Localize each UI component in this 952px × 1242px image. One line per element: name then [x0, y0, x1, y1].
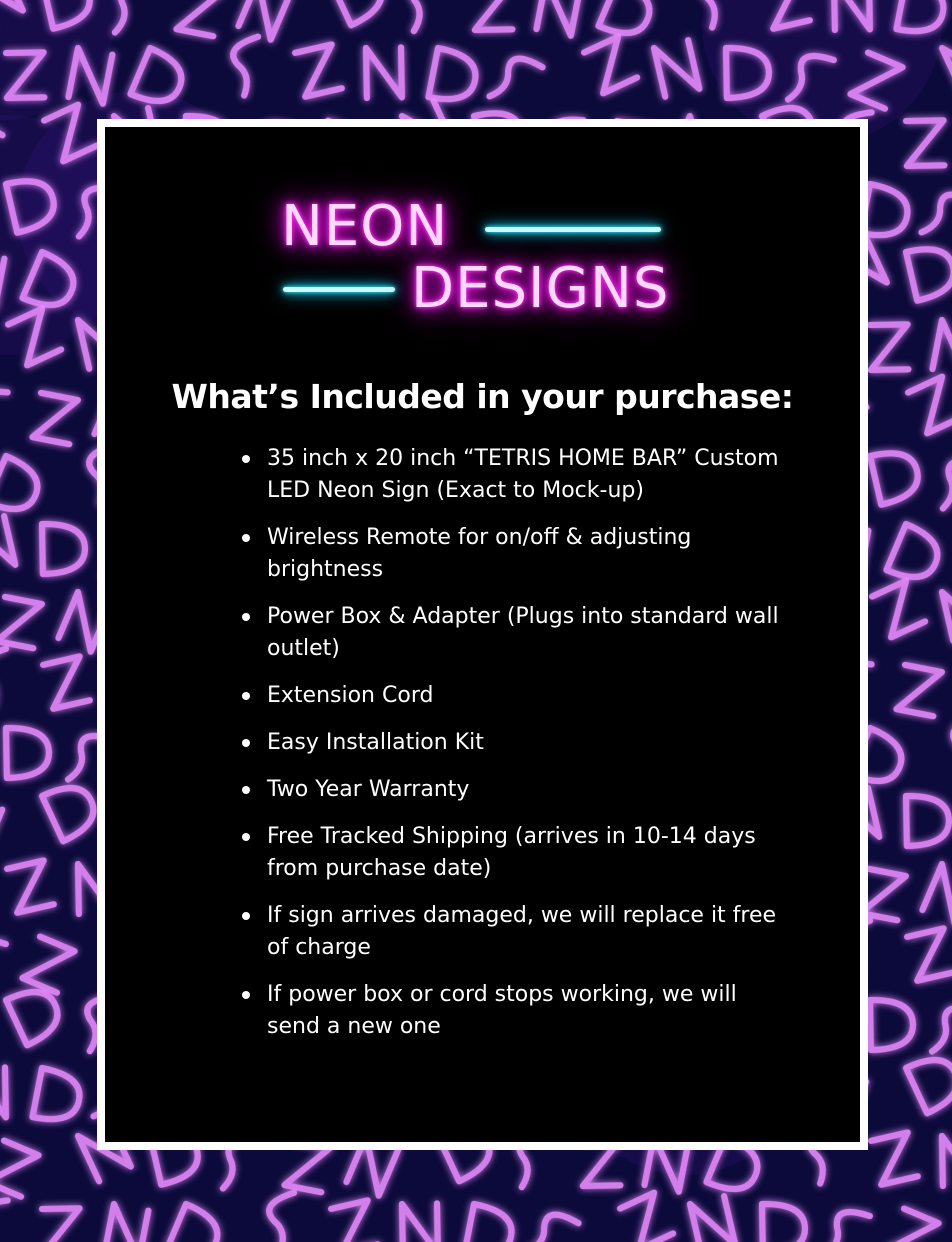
neon-letter-shape	[762, 1203, 805, 1242]
neon-letter-shape	[0, 1200, 18, 1242]
neon-letter-shape	[32, 393, 77, 444]
bullet-icon	[242, 991, 250, 999]
neon-letter-shape	[824, 1208, 870, 1242]
bullet-icon	[242, 692, 250, 700]
neon-letter-shape	[42, 523, 85, 574]
neon-letter-shape	[114, 0, 152, 32]
bullet-icon	[242, 786, 250, 794]
neon-letter-shape	[7, 860, 54, 912]
neon-letter-shape	[331, 1200, 378, 1242]
neon-letter-shape	[42, 1208, 80, 1242]
bullet-icon	[242, 833, 250, 841]
neon-letter-shape	[872, 581, 925, 638]
neon-letter-shape	[22, 937, 74, 993]
neon-letter-shape	[908, 377, 952, 434]
neon-letter-shape	[944, 716, 952, 776]
included-item-text: Extension Cord	[267, 683, 434, 708]
neon-letter-shape	[525, 1208, 578, 1242]
neon-letter-shape	[0, 1067, 6, 1118]
neon-letter-shape	[584, 37, 637, 94]
included-item	[240, 601, 780, 665]
included-item	[240, 443, 780, 507]
neon-letter-shape	[0, 391, 8, 440]
neon-letter-shape	[0, 796, 2, 856]
included-items-list	[240, 443, 780, 1058]
bullet-icon	[242, 534, 250, 542]
logo-bottom-neon-bar	[283, 287, 395, 292]
neon-letter-shape	[402, 1203, 438, 1242]
neon-letter-shape	[690, 1196, 735, 1242]
included-item-text: Power Box & Adapter (Plugs into standard wall outlet)	[267, 604, 779, 661]
neon-letter-shape	[921, 188, 952, 247]
neon-letter-shape	[942, 1135, 952, 1186]
included-item	[240, 821, 780, 885]
neon-letter-shape	[224, 36, 278, 96]
bullet-icon	[242, 912, 250, 920]
included-item	[240, 727, 780, 759]
neon-letter-shape	[896, 665, 941, 716]
included-item	[240, 680, 780, 712]
neon-letter-shape	[104, 1204, 148, 1242]
neon-letter-shape	[906, 242, 952, 300]
included-item-text: Easy Installation Kit	[267, 730, 484, 755]
neon-letter-shape	[620, 1193, 673, 1242]
neon-letter-shape	[870, 446, 923, 504]
included-item	[240, 522, 780, 586]
neon-letter-shape	[428, 48, 479, 105]
bullet-icon	[242, 739, 250, 747]
neon-letter-shape	[906, 120, 944, 166]
included-items-card	[97, 119, 868, 1150]
neon-letter-shape	[0, 648, 26, 708]
neon-letter-shape	[860, 184, 911, 241]
neon-letter-shape	[403, 0, 450, 31]
neon-letter-shape	[260, 1192, 314, 1242]
included-item-text: If sign arrives damaged, we will replace it free of charge	[267, 903, 777, 960]
neon-letter-shape	[295, 44, 342, 96]
neon-letter-shape	[942, 459, 952, 508]
neon-letter-shape	[932, 320, 952, 376]
neon-letter-shape	[330, 0, 390, 25]
included-item	[240, 979, 780, 1043]
neon-letter-shape	[0, 1141, 39, 1197]
logo-top-neon-bar	[485, 227, 661, 232]
neon-letter-shape	[886, 524, 945, 587]
bullet-icon	[242, 613, 250, 621]
neon-letter-shape	[489, 52, 542, 111]
neon-letter-shape	[0, 936, 6, 991]
neon-letter-shape	[871, 1132, 918, 1184]
neon-letter-shape	[906, 795, 949, 846]
neon-letter-shape	[166, 1204, 225, 1242]
neon-letter-shape	[474, 0, 512, 30]
neon-letter-shape	[907, 928, 952, 980]
neon-letter-shape	[654, 40, 699, 97]
neon-letter-shape	[42, 778, 102, 841]
neon-letter-shape	[32, 1068, 83, 1125]
neon-letter-shape	[870, 999, 913, 1050]
neon-letter-shape	[43, 656, 90, 708]
logo-word-designs: DESIGNS	[411, 256, 670, 321]
neon-letter-shape	[176, 0, 221, 36]
included-item-text: Free Tracked Shipping (arrives in 10-14 days from purchase date)	[267, 824, 756, 881]
included-item-text: Two Year Warranty	[267, 777, 470, 802]
neon-letter-shape	[906, 1050, 952, 1113]
neon-letter-shape	[598, 0, 657, 43]
bullet-icon	[242, 455, 250, 463]
logo-word-neon: NEON	[281, 194, 449, 259]
neon-letter-shape	[870, 324, 908, 370]
neon-letter-shape	[366, 47, 402, 98]
neon-letter-shape	[536, 0, 580, 36]
included-item-text: 35 inch x 20 inch “TETRIS HOME BAR” Custom LED Neon Sign (Exact to Mock-up)	[267, 446, 779, 503]
included-item-text: Wireless Remote for on/off & adjusting brightness	[267, 525, 692, 582]
page-title: What’s Included in your purchase:	[171, 377, 794, 416]
neon-letter-shape	[0, 516, 15, 573]
neon-letter-shape	[932, 1004, 952, 1059]
neon-letter-shape	[0, 456, 45, 519]
neon-letter-shape	[922, 864, 952, 924]
included-item	[240, 774, 780, 806]
included-item-text: If power box or cord stops working, we will send a new one	[267, 982, 737, 1039]
neon-letter-shape	[6, 727, 49, 778]
neon-letter-shape	[886, 1209, 938, 1242]
neon-letter-shape	[0, 597, 42, 648]
neon-letter-shape	[942, 33, 952, 93]
neon-letter-shape	[942, 584, 952, 641]
included-item	[240, 900, 780, 964]
neon-letter-shape	[464, 1204, 515, 1242]
neon-designs-logo	[275, 189, 685, 329]
neon-letter-shape	[238, 0, 290, 40]
